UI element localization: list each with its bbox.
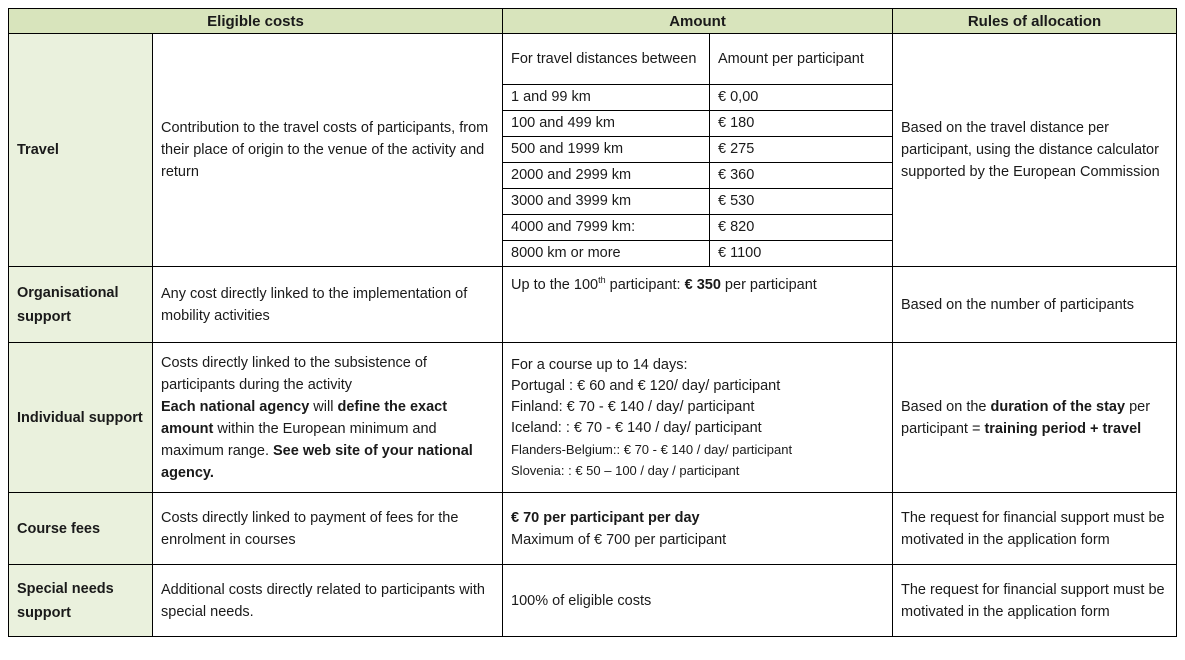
- category-special-needs-support: Special needs support: [9, 565, 153, 637]
- ind-desc-3: will: [309, 398, 338, 415]
- amount-individual-support: [503, 343, 893, 493]
- country-rate: Portugal : € 60 and € 120/ day/ participant: [511, 377, 781, 394]
- travel-distance-header: [503, 34, 892, 85]
- table-header-row: [9, 9, 1177, 34]
- description-travel: Contribution to the travel costs of participants, from their place of origin to the venue of the activity and return: [153, 34, 503, 267]
- rule-course-fees: The request for financial support must be motivated in the application form: [893, 493, 1177, 565]
- band-amount: € 530: [710, 189, 893, 215]
- description-organisational-support: Any cost directly linked to the implementation of mobility activities: [153, 267, 503, 343]
- description-course-fees: Costs directly linked to payment of fees for the enrolment in courses: [153, 493, 503, 565]
- ind-desc-1: Costs directly linked to the subsistence of participants during the activity: [161, 354, 427, 393]
- distance-band: 500 and 1999 km: [503, 137, 710, 163]
- description-special-needs-support: Additional costs directly related to participants with special needs.: [153, 565, 503, 637]
- eligible-costs-table: [8, 8, 1177, 637]
- org-amount-value: € 350: [684, 276, 721, 293]
- org-amount-sup: th: [598, 275, 606, 285]
- band-amount: € 180: [710, 111, 893, 137]
- distance-band-row: [503, 241, 892, 267]
- ind-desc-6: See web site of your national agency.: [161, 442, 473, 481]
- table-row-special-needs-support: [9, 565, 1177, 637]
- course-amount-rate: € 70 per participant per day: [511, 509, 700, 526]
- ind-rule-3: per participant =: [901, 398, 1151, 437]
- ind-desc-2: Each national agency: [161, 398, 310, 415]
- category-individual-support: Individual support: [9, 343, 153, 493]
- band-amount: € 820: [710, 215, 893, 241]
- amount-course-fees: [503, 493, 893, 565]
- band-amount: € 1100: [718, 245, 762, 261]
- description-individual-support: [153, 343, 503, 493]
- rule-special-needs-support: The request for financial support must be motivated in the application form: [893, 565, 1177, 637]
- band-amount: € 360: [710, 163, 893, 189]
- travel-distance-table: [503, 34, 892, 266]
- country-rate: Slovenia: : € 50 – 100 / day / participant: [511, 462, 740, 478]
- ind-rule-4: training period + travel: [984, 420, 1142, 437]
- header-amount: Amount: [503, 9, 893, 34]
- distance-band: 1 and 99 km: [503, 85, 710, 111]
- distance-band: 3000 and 3999 km: [503, 189, 710, 215]
- distance-band: 8000 km or more: [503, 241, 710, 267]
- amount-per-participant-header: Amount per participant: [710, 34, 893, 85]
- distance-band-row: [503, 189, 892, 215]
- course-amount-max: Maximum of € 700 per participant: [511, 531, 727, 548]
- rule-travel: Based on the travel distance per participant, using the distance calculator supported by the European Commission: [893, 34, 1177, 267]
- rule-individual-support: [893, 343, 1177, 493]
- category-organisational-support: Organisational support: [9, 267, 153, 343]
- amount-special-needs-support: 100% of eligible costs: [503, 565, 893, 637]
- ind-amount-intro: For a course up to 14 days:: [511, 356, 688, 373]
- distance-band: 4000 and 7999 km:: [503, 215, 710, 241]
- ind-desc-5: within the European minimum and maximum range.: [161, 420, 437, 459]
- ind-rule-1: Based on the: [901, 398, 991, 415]
- org-amount-mid: participant:: [605, 276, 685, 293]
- table-row-course-fees: [9, 493, 1177, 565]
- ind-desc-4: define the exact amount: [161, 398, 448, 437]
- table-row-travel: [9, 34, 1177, 267]
- distance-header: For travel distances between: [503, 34, 710, 85]
- distance-band-row: [503, 137, 892, 163]
- distance-band-row: [503, 215, 892, 241]
- distance-band-row: [503, 111, 892, 137]
- header-eligible-costs: Eligible costs: [9, 9, 503, 34]
- country-rate: Finland: € 70 - € 140 / day/ participant: [511, 398, 755, 415]
- table-row-individual-support: [9, 343, 1177, 493]
- org-amount-suffix: per participant: [720, 276, 817, 293]
- distance-band: 2000 and 2999 km: [503, 163, 710, 189]
- org-amount-prefix: Up to the 100: [511, 276, 599, 293]
- category-course-fees: Course fees: [9, 493, 153, 565]
- category-travel: Travel: [9, 34, 153, 267]
- band-amount: € 0,00: [710, 85, 893, 111]
- distance-band: 100 and 499 km: [503, 111, 710, 137]
- distance-band-row: [503, 85, 892, 111]
- amount-travel: [503, 34, 893, 267]
- distance-band-row: [503, 163, 892, 189]
- header-rules-of-allocation: Rules of allocation: [893, 9, 1177, 34]
- country-rate: Flanders-Belgium:: € 70 - € 140 / day/ participant: [511, 441, 793, 457]
- table-row-organisational-support: [9, 267, 1177, 343]
- ind-rule-2: duration of the stay: [990, 398, 1126, 415]
- band-amount: € 275: [710, 137, 893, 163]
- amount-organisational-support: [503, 267, 893, 343]
- country-rate: Iceland: : € 70 - € 140 / day/ participant: [511, 419, 762, 436]
- rule-organisational-support: Based on the number of participants: [893, 267, 1177, 343]
